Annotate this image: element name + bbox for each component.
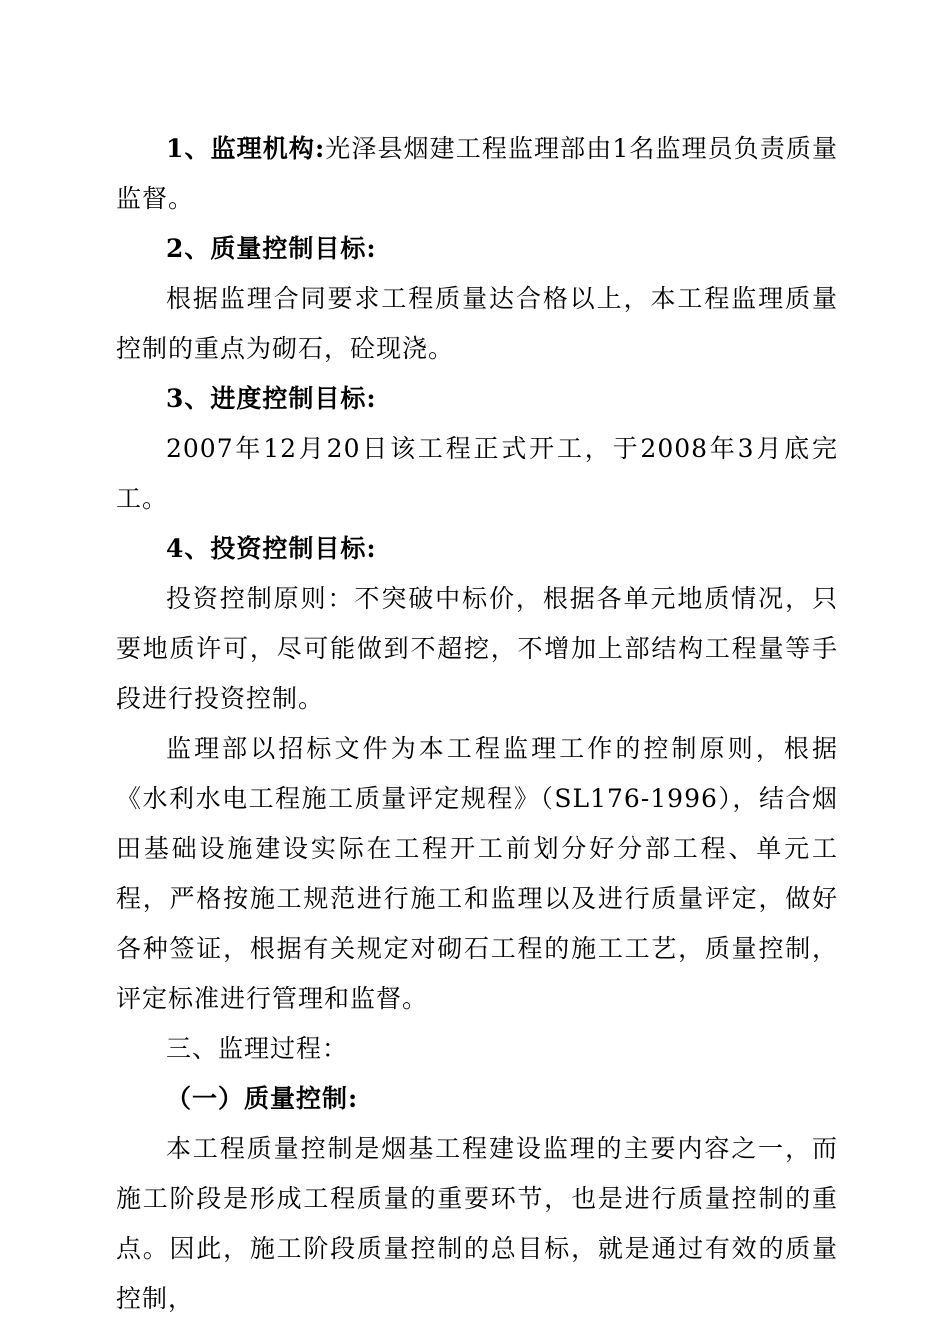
- heading-quality-target: 2、质量控制目标:: [166, 234, 377, 263]
- paragraph-investment-principle: 投资控制原则：不突破中标价，根据各单元地质情况，只要地质许可，尽可能做到不超挖，不增加上部结构工程量等手段进行投资控制。: [116, 584, 838, 713]
- heading-investment-target: 4、投资控制目标:: [166, 534, 377, 563]
- heading-schedule-target: 3、进度控制目标:: [166, 384, 377, 413]
- paragraph-supervision-principle: 监理部以招标文件为本工程监理工作的控制原则，根据《水利水电工程施工质量评定规程》（SL176-1996），结合烟田基础设施建设实际在工程开工前划分好分部工程、单元工程，严格按施工规范进行施工和监理以及进行质量评定，做好各种签证，根据有关规定对砌石工程的施工工艺，质量控制，评定标准进行管理和监督。: [116, 734, 838, 1013]
- document-body: [116, 124, 838, 1324]
- supervision-org-text: 光泽县烟建工程监理部由1名监理员负责质量监督。: [116, 134, 838, 213]
- paragraph-quality-target: 根据监理合同要求工程质量达合格以上，本工程监理质量控制的重点为砌石，砼现浇。: [116, 284, 838, 363]
- paragraph-supervision-org: [116, 124, 838, 224]
- heading-supervision-process: 三、监理过程：: [166, 1034, 349, 1063]
- paragraph-quality-control: 本工程质量控制是烟基工程建设监理的主要内容之一，而施工阶段是形成工程质量的重要环节，也是进行质量控制的重点。因此，施工阶段质量控制的总目标，就是通过有效的质量控制，: [116, 1134, 838, 1313]
- heading-quality-control: （一）质量控制:: [166, 1084, 359, 1113]
- paragraph-schedule-target: 2007年12月20日该工程正式开工，于2008年3月底完工。: [116, 434, 838, 513]
- supervision-org-label: 1、监理机构:: [166, 134, 326, 163]
